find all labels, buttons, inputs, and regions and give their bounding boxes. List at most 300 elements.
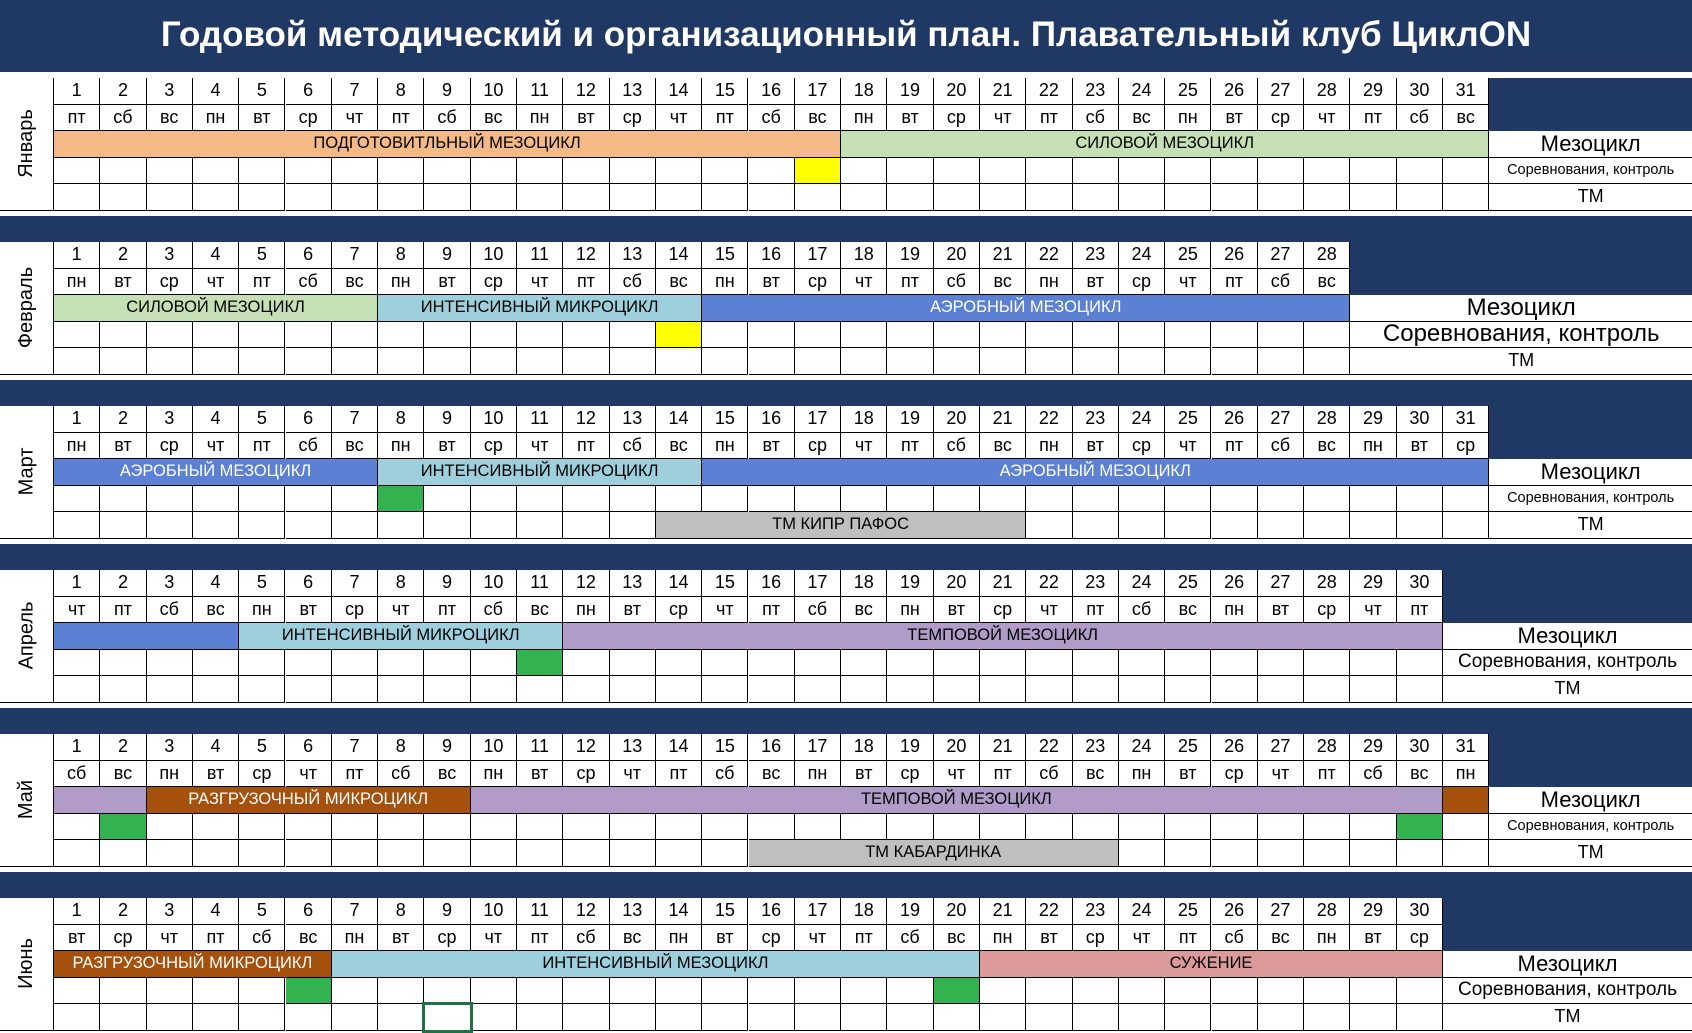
grid-cell[interactable] — [193, 978, 239, 1005]
grid-cell[interactable] — [1119, 348, 1165, 375]
grid-cell[interactable] — [702, 676, 748, 703]
grid-cell[interactable] — [887, 184, 933, 211]
grid-cell[interactable] — [934, 814, 980, 841]
grid-cell[interactable] — [1026, 650, 1072, 677]
grid-cell[interactable] — [887, 348, 933, 375]
mesocycle-bar[interactable]: АЭРОБНЫЙ МЕЗОЦИКЛ — [702, 295, 1350, 322]
grid-cell[interactable] — [841, 486, 887, 513]
grid-cell[interactable] — [887, 978, 933, 1005]
grid-cell[interactable] — [887, 158, 933, 185]
grid-cell[interactable] — [563, 322, 609, 349]
grid-cell[interactable] — [1304, 158, 1350, 185]
grid-cell[interactable] — [286, 650, 332, 677]
grid-cell[interactable] — [54, 814, 100, 841]
grid-cell[interactable] — [100, 978, 146, 1005]
grid-cell[interactable] — [1258, 1004, 1304, 1031]
grid-cell[interactable] — [332, 158, 378, 185]
grid-cell[interactable] — [471, 486, 517, 513]
grid-cell[interactable] — [147, 978, 193, 1005]
grid-cell[interactable] — [702, 322, 748, 349]
grid-cell[interactable] — [1119, 322, 1165, 349]
grid-cell[interactable] — [239, 512, 285, 539]
grid-cell[interactable] — [1350, 978, 1396, 1005]
grid-cell[interactable] — [54, 486, 100, 513]
grid-cell[interactable] — [332, 650, 378, 677]
grid-cell[interactable] — [1350, 840, 1396, 867]
grid-cell[interactable] — [1212, 650, 1258, 677]
grid-cell[interactable] — [1073, 1004, 1119, 1031]
grid-cell[interactable] — [1350, 650, 1396, 677]
grid-cell[interactable] — [1397, 512, 1443, 539]
grid-cell[interactable] — [147, 348, 193, 375]
grid-cell[interactable] — [239, 184, 285, 211]
grid-cell[interactable] — [100, 184, 146, 211]
grid-cell[interactable] — [1304, 184, 1350, 211]
grid-cell[interactable] — [193, 676, 239, 703]
grid-cell[interactable] — [193, 322, 239, 349]
grid-cell[interactable] — [749, 814, 795, 841]
grid-cell[interactable] — [378, 978, 424, 1005]
grid-cell[interactable] — [286, 348, 332, 375]
grid-cell[interactable] — [656, 676, 702, 703]
grid-cell[interactable] — [239, 814, 285, 841]
grid-cell[interactable] — [424, 486, 470, 513]
grid-cell[interactable] — [610, 1004, 656, 1031]
grid-cell[interactable] — [1165, 512, 1211, 539]
grid-cell[interactable] — [193, 650, 239, 677]
grid-cell[interactable] — [1258, 184, 1304, 211]
grid-cell[interactable] — [517, 840, 563, 867]
grid-cell[interactable] — [795, 184, 841, 211]
grid-cell[interactable] — [332, 840, 378, 867]
grid-cell[interactable] — [1119, 676, 1165, 703]
grid-cell[interactable] — [1212, 486, 1258, 513]
grid-cell[interactable] — [563, 840, 609, 867]
grid-cell[interactable] — [239, 486, 285, 513]
grid-cell[interactable] — [841, 158, 887, 185]
grid-cell[interactable] — [934, 1004, 980, 1031]
grid-cell[interactable] — [378, 814, 424, 841]
grid-cell[interactable] — [1119, 486, 1165, 513]
grid-cell[interactable] — [286, 322, 332, 349]
grid-cell[interactable] — [702, 840, 748, 867]
grid-cell[interactable] — [1026, 512, 1072, 539]
grid-cell[interactable] — [1119, 814, 1165, 841]
grid-cell[interactable] — [887, 676, 933, 703]
grid-cell[interactable] — [517, 814, 563, 841]
grid-cell[interactable] — [1397, 1004, 1443, 1031]
grid-cell[interactable] — [610, 184, 656, 211]
grid-cell[interactable] — [378, 1004, 424, 1031]
grid-cell[interactable] — [147, 486, 193, 513]
grid-cell[interactable] — [471, 978, 517, 1005]
grid-cell[interactable] — [147, 676, 193, 703]
grid-cell[interactable] — [980, 184, 1026, 211]
grid-cell[interactable] — [424, 650, 470, 677]
grid-cell[interactable] — [54, 978, 100, 1005]
mesocycle-bar[interactable]: АЭРОБНЫЙ МЕЗОЦИКЛ — [702, 459, 1489, 486]
grid-cell[interactable] — [378, 650, 424, 677]
mesocycle-bar[interactable]: СУЖЕНИЕ — [980, 951, 1443, 978]
grid-cell[interactable] — [471, 348, 517, 375]
grid-cell[interactable] — [795, 1004, 841, 1031]
grid-cell[interactable] — [749, 158, 795, 185]
grid-cell[interactable] — [610, 348, 656, 375]
competition-marker[interactable] — [517, 650, 563, 677]
grid-cell[interactable] — [1443, 814, 1489, 841]
grid-cell[interactable] — [239, 650, 285, 677]
grid-cell[interactable] — [1212, 978, 1258, 1005]
grid-cell[interactable] — [610, 840, 656, 867]
grid-cell[interactable] — [1165, 676, 1211, 703]
competition-marker[interactable] — [1397, 814, 1443, 841]
mesocycle-bar[interactable]: ИНТЕНСИВНЫЙ МИКРОЦИКЛ — [239, 623, 563, 650]
grid-cell[interactable] — [424, 512, 470, 539]
grid-cell[interactable] — [1026, 348, 1072, 375]
selected-cell[interactable] — [422, 1002, 472, 1033]
grid-cell[interactable] — [1258, 158, 1304, 185]
grid-cell[interactable] — [1397, 978, 1443, 1005]
grid-cell[interactable] — [934, 158, 980, 185]
grid-cell[interactable] — [934, 348, 980, 375]
grid-cell[interactable] — [378, 348, 424, 375]
grid-cell[interactable] — [471, 512, 517, 539]
grid-cell[interactable] — [1026, 184, 1072, 211]
grid-cell[interactable] — [239, 840, 285, 867]
grid-cell[interactable] — [193, 512, 239, 539]
grid-cell[interactable] — [1304, 512, 1350, 539]
mesocycle-bar[interactable] — [54, 787, 147, 814]
grid-cell[interactable] — [980, 676, 1026, 703]
mesocycle-bar[interactable]: СИЛОВОЙ МЕЗОЦИКЛ — [841, 131, 1489, 158]
grid-cell[interactable] — [610, 978, 656, 1005]
grid-cell[interactable] — [378, 158, 424, 185]
grid-cell[interactable] — [286, 184, 332, 211]
grid-cell[interactable] — [1350, 158, 1396, 185]
grid-cell[interactable] — [980, 1004, 1026, 1031]
grid-cell[interactable] — [471, 650, 517, 677]
grid-cell[interactable] — [471, 814, 517, 841]
grid-cell[interactable] — [517, 512, 563, 539]
grid-cell[interactable] — [702, 486, 748, 513]
grid-cell[interactable] — [1304, 486, 1350, 513]
tm-bar[interactable]: ТМ КИПР ПАФОС — [656, 512, 1026, 539]
mesocycle-bar[interactable] — [54, 623, 239, 650]
grid-cell[interactable] — [1119, 184, 1165, 211]
grid-cell[interactable] — [378, 184, 424, 211]
grid-cell[interactable] — [563, 814, 609, 841]
grid-cell[interactable] — [934, 676, 980, 703]
grid-cell[interactable] — [887, 814, 933, 841]
competition-marker[interactable] — [934, 978, 980, 1005]
grid-cell[interactable] — [100, 1004, 146, 1031]
grid-cell[interactable] — [54, 158, 100, 185]
grid-cell[interactable] — [749, 184, 795, 211]
grid-cell[interactable] — [1212, 158, 1258, 185]
grid-cell[interactable] — [934, 322, 980, 349]
grid-cell[interactable] — [749, 978, 795, 1005]
mesocycle-bar[interactable] — [1443, 787, 1489, 814]
grid-cell[interactable] — [1026, 486, 1072, 513]
grid-cell[interactable] — [424, 814, 470, 841]
grid-cell[interactable] — [1304, 348, 1350, 375]
grid-cell[interactable] — [100, 676, 146, 703]
grid-cell[interactable] — [1026, 1004, 1072, 1031]
grid-cell[interactable] — [1397, 650, 1443, 677]
grid-cell[interactable] — [610, 512, 656, 539]
grid-cell[interactable] — [1073, 158, 1119, 185]
grid-cell[interactable] — [332, 1004, 378, 1031]
grid-cell[interactable] — [332, 184, 378, 211]
grid-cell[interactable] — [1397, 158, 1443, 185]
grid-cell[interactable] — [610, 650, 656, 677]
grid-cell[interactable] — [424, 676, 470, 703]
grid-cell[interactable] — [1397, 486, 1443, 513]
grid-cell[interactable] — [1212, 676, 1258, 703]
grid-cell[interactable] — [702, 978, 748, 1005]
grid-cell[interactable] — [54, 184, 100, 211]
grid-cell[interactable] — [1304, 322, 1350, 349]
mesocycle-bar[interactable]: ТЕМПОВОЙ МЕЗОЦИКЛ — [471, 787, 1443, 814]
grid-cell[interactable] — [563, 348, 609, 375]
grid-cell[interactable] — [1073, 486, 1119, 513]
grid-cell[interactable] — [54, 1004, 100, 1031]
mesocycle-bar[interactable]: СИЛОВОЙ МЕЗОЦИКЛ — [54, 295, 378, 322]
grid-cell[interactable] — [1397, 184, 1443, 211]
grid-cell[interactable] — [1119, 1004, 1165, 1031]
grid-cell[interactable] — [841, 322, 887, 349]
grid-cell[interactable] — [934, 650, 980, 677]
grid-cell[interactable] — [795, 814, 841, 841]
grid-cell[interactable] — [193, 184, 239, 211]
grid-cell[interactable] — [1350, 486, 1396, 513]
grid-cell[interactable] — [239, 1004, 285, 1031]
grid-cell[interactable] — [193, 814, 239, 841]
grid-cell[interactable] — [471, 184, 517, 211]
grid-cell[interactable] — [1304, 814, 1350, 841]
grid-cell[interactable] — [749, 1004, 795, 1031]
grid-cell[interactable] — [193, 486, 239, 513]
grid-cell[interactable] — [610, 486, 656, 513]
grid-cell[interactable] — [1304, 840, 1350, 867]
grid-cell[interactable] — [749, 322, 795, 349]
grid-cell[interactable] — [563, 486, 609, 513]
grid-cell[interactable] — [424, 348, 470, 375]
grid-cell[interactable] — [887, 1004, 933, 1031]
grid-cell[interactable] — [1258, 512, 1304, 539]
grid-cell[interactable] — [1212, 348, 1258, 375]
grid-cell[interactable] — [378, 322, 424, 349]
grid-cell[interactable] — [147, 1004, 193, 1031]
grid-cell[interactable] — [702, 184, 748, 211]
grid-cell[interactable] — [1119, 512, 1165, 539]
grid-cell[interactable] — [471, 322, 517, 349]
grid-cell[interactable] — [702, 348, 748, 375]
grid-cell[interactable] — [1212, 184, 1258, 211]
grid-cell[interactable] — [749, 650, 795, 677]
mesocycle-bar[interactable]: РАЗГРУЗОЧНЫЙ МИКРОЦИКЛ — [147, 787, 471, 814]
grid-cell[interactable] — [1443, 840, 1489, 867]
mesocycle-bar[interactable]: ТЕМПОВОЙ МЕЗОЦИКЛ — [563, 623, 1443, 650]
grid-cell[interactable] — [286, 814, 332, 841]
grid-cell[interactable] — [610, 322, 656, 349]
grid-cell[interactable] — [795, 650, 841, 677]
grid-cell[interactable] — [100, 348, 146, 375]
grid-cell[interactable] — [1258, 814, 1304, 841]
grid-cell[interactable] — [1073, 650, 1119, 677]
grid-cell[interactable] — [887, 486, 933, 513]
grid-cell[interactable] — [517, 184, 563, 211]
grid-cell[interactable] — [1258, 486, 1304, 513]
grid-cell[interactable] — [1026, 676, 1072, 703]
mesocycle-bar[interactable]: ПОДГОТОВИТЛЬНЫЙ МЕЗОЦИКЛ — [54, 131, 841, 158]
grid-cell[interactable] — [1212, 322, 1258, 349]
grid-cell[interactable] — [424, 322, 470, 349]
grid-cell[interactable] — [1165, 814, 1211, 841]
grid-cell[interactable] — [887, 650, 933, 677]
grid-cell[interactable] — [517, 322, 563, 349]
grid-cell[interactable] — [1258, 348, 1304, 375]
grid-cell[interactable] — [749, 348, 795, 375]
grid-cell[interactable] — [100, 840, 146, 867]
grid-cell[interactable] — [841, 348, 887, 375]
grid-cell[interactable] — [1258, 650, 1304, 677]
grid-cell[interactable] — [54, 512, 100, 539]
grid-cell[interactable] — [239, 978, 285, 1005]
grid-cell[interactable] — [1073, 814, 1119, 841]
grid-cell[interactable] — [1350, 814, 1396, 841]
mesocycle-bar[interactable]: АЭРОБНЫЙ МЕЗОЦИКЛ — [54, 459, 378, 486]
grid-cell[interactable] — [147, 814, 193, 841]
grid-cell[interactable] — [332, 322, 378, 349]
grid-cell[interactable] — [1119, 158, 1165, 185]
grid-cell[interactable] — [656, 840, 702, 867]
grid-cell[interactable] — [1165, 184, 1211, 211]
grid-cell[interactable] — [841, 814, 887, 841]
grid-cell[interactable] — [934, 184, 980, 211]
grid-cell[interactable] — [471, 158, 517, 185]
grid-cell[interactable] — [1165, 486, 1211, 513]
grid-cell[interactable] — [610, 676, 656, 703]
grid-cell[interactable] — [702, 158, 748, 185]
grid-cell[interactable] — [702, 1004, 748, 1031]
grid-cell[interactable] — [100, 322, 146, 349]
grid-cell[interactable] — [54, 348, 100, 375]
tm-bar[interactable]: ТМ КАБАРДИНКА — [749, 840, 1119, 867]
grid-cell[interactable] — [1304, 1004, 1350, 1031]
grid-cell[interactable] — [1165, 158, 1211, 185]
grid-cell[interactable] — [1443, 184, 1489, 211]
grid-cell[interactable] — [424, 840, 470, 867]
grid-cell[interactable] — [841, 978, 887, 1005]
grid-cell[interactable] — [563, 512, 609, 539]
grid-cell[interactable] — [795, 486, 841, 513]
grid-cell[interactable] — [147, 650, 193, 677]
grid-cell[interactable] — [749, 676, 795, 703]
grid-cell[interactable] — [980, 322, 1026, 349]
grid-cell[interactable] — [424, 978, 470, 1005]
grid-cell[interactable] — [1073, 184, 1119, 211]
grid-cell[interactable] — [1350, 512, 1396, 539]
grid-cell[interactable] — [1026, 814, 1072, 841]
grid-cell[interactable] — [193, 158, 239, 185]
grid-cell[interactable] — [147, 184, 193, 211]
grid-cell[interactable] — [563, 676, 609, 703]
grid-cell[interactable] — [980, 814, 1026, 841]
grid-cell[interactable] — [841, 676, 887, 703]
grid-cell[interactable] — [656, 814, 702, 841]
grid-cell[interactable] — [1443, 486, 1489, 513]
grid-cell[interactable] — [1073, 322, 1119, 349]
grid-cell[interactable] — [1119, 978, 1165, 1005]
grid-cell[interactable] — [424, 184, 470, 211]
grid-cell[interactable] — [980, 486, 1026, 513]
grid-cell[interactable] — [1443, 512, 1489, 539]
grid-cell[interactable] — [1212, 512, 1258, 539]
grid-cell[interactable] — [656, 158, 702, 185]
grid-cell[interactable] — [841, 1004, 887, 1031]
grid-cell[interactable] — [887, 322, 933, 349]
grid-cell[interactable] — [147, 512, 193, 539]
grid-cell[interactable] — [471, 1004, 517, 1031]
grid-cell[interactable] — [517, 676, 563, 703]
grid-cell[interactable] — [1212, 1004, 1258, 1031]
grid-cell[interactable] — [193, 840, 239, 867]
grid-cell[interactable] — [54, 840, 100, 867]
grid-cell[interactable] — [1258, 676, 1304, 703]
grid-cell[interactable] — [378, 676, 424, 703]
grid-cell[interactable] — [702, 650, 748, 677]
grid-cell[interactable] — [100, 512, 146, 539]
grid-cell[interactable] — [563, 650, 609, 677]
grid-cell[interactable] — [54, 322, 100, 349]
grid-cell[interactable] — [239, 676, 285, 703]
grid-cell[interactable] — [1073, 676, 1119, 703]
competition-marker[interactable] — [656, 322, 702, 349]
grid-cell[interactable] — [1212, 840, 1258, 867]
grid-cell[interactable] — [332, 676, 378, 703]
grid-cell[interactable] — [1258, 840, 1304, 867]
grid-cell[interactable] — [980, 158, 1026, 185]
grid-cell[interactable] — [1119, 650, 1165, 677]
grid-cell[interactable] — [1258, 322, 1304, 349]
grid-cell[interactable] — [841, 650, 887, 677]
grid-cell[interactable] — [656, 1004, 702, 1031]
grid-cell[interactable] — [286, 676, 332, 703]
grid-cell[interactable] — [1397, 676, 1443, 703]
grid-cell[interactable] — [934, 486, 980, 513]
grid-cell[interactable] — [1212, 814, 1258, 841]
grid-cell[interactable] — [1073, 512, 1119, 539]
grid-cell[interactable] — [193, 1004, 239, 1031]
competition-marker[interactable] — [100, 814, 146, 841]
grid-cell[interactable] — [1026, 978, 1072, 1005]
grid-cell[interactable] — [286, 512, 332, 539]
competition-marker[interactable] — [286, 978, 332, 1005]
grid-cell[interactable] — [656, 348, 702, 375]
grid-cell[interactable] — [610, 814, 656, 841]
grid-cell[interactable] — [1165, 650, 1211, 677]
grid-cell[interactable] — [795, 978, 841, 1005]
grid-cell[interactable] — [517, 978, 563, 1005]
grid-cell[interactable] — [1165, 840, 1211, 867]
grid-cell[interactable] — [980, 978, 1026, 1005]
grid-cell[interactable] — [702, 814, 748, 841]
grid-cell[interactable] — [610, 158, 656, 185]
grid-cell[interactable] — [286, 1004, 332, 1031]
grid-cell[interactable] — [980, 348, 1026, 375]
grid-cell[interactable] — [471, 676, 517, 703]
